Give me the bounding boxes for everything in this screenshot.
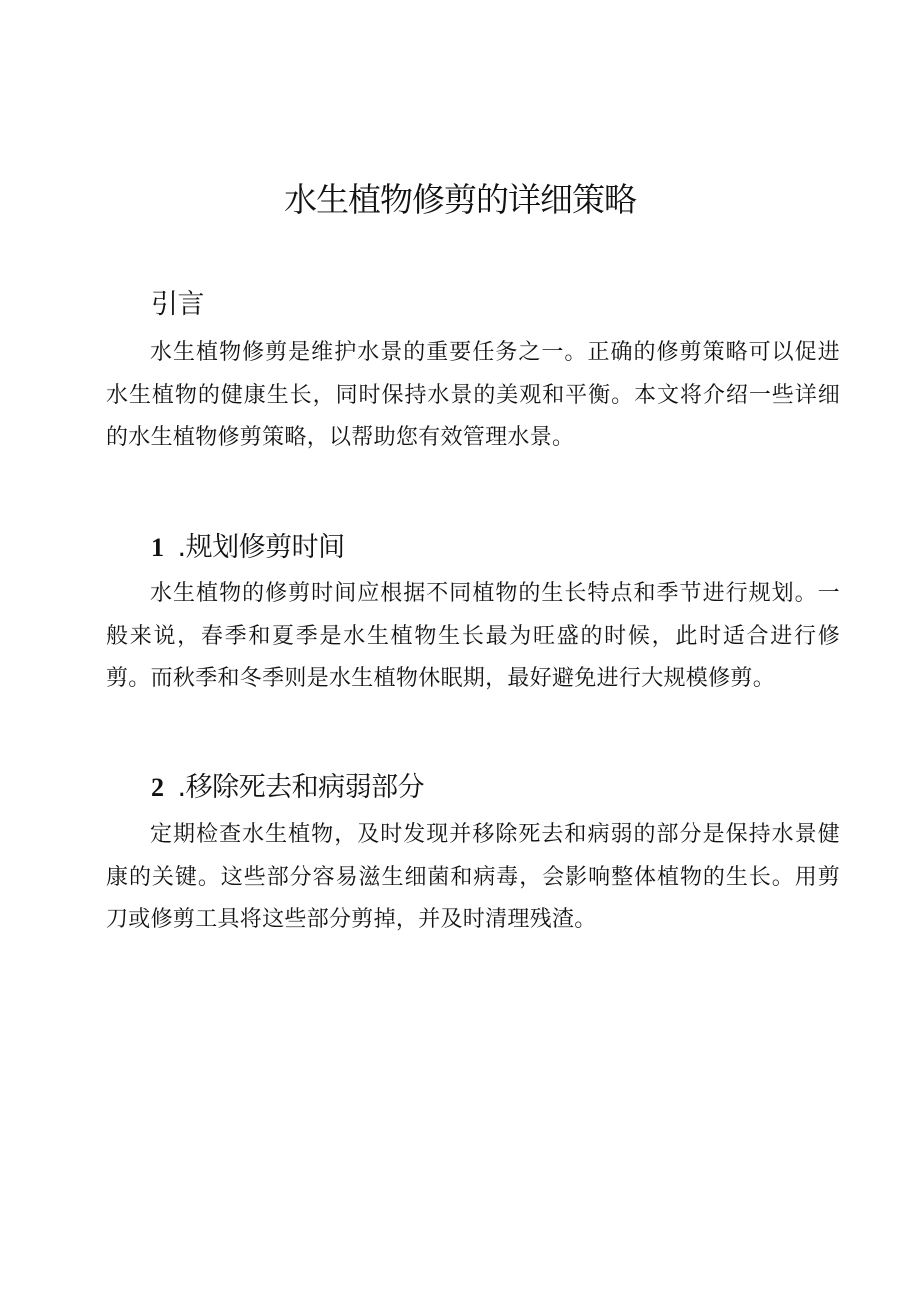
section-heading-2: [151, 768, 424, 808]
section-heading-text: 引言: [151, 289, 204, 320]
section-heading-introduction: [151, 285, 204, 325]
section-body-introduction: 水生植物修剪是维护水景的重要任务之一。正确的修剪策略可以促进水生植物的健康生长，同时保持水景的美观和平衡。本文将介绍一些详细的水生植物修剪策略，以帮助您有效管理水景。: [106, 340, 840, 450]
section-heading-text: .移除死去和病弱部分: [177, 772, 425, 803]
section-number: 1: [151, 533, 164, 562]
document-title: 水生植物修剪的详细策略: [284, 180, 636, 219]
section-body-2: 定期检查水生植物，及时发现并移除死去和病弱的部分是保持水景健康的关键。这些部分容易滋生细菌和病毒，会影响整体植物的生长。用剪刀或修剪工具将这些部分剪掉，并及时清理残渣。: [106, 822, 840, 932]
section-heading-text: .规划修剪时间: [177, 532, 345, 563]
section-heading-1: [151, 528, 345, 568]
section-body-1: 水生植物的修剪时间应根据不同植物的生长特点和季节进行规划。一般来说，春季和夏季是水生植物生长最为旺盛的时候，此时适合进行修剪。而秋季和冬季则是水生植物休眠期，最好避免进行大规模修剪。: [106, 581, 840, 691]
section-number: 2: [151, 773, 164, 802]
